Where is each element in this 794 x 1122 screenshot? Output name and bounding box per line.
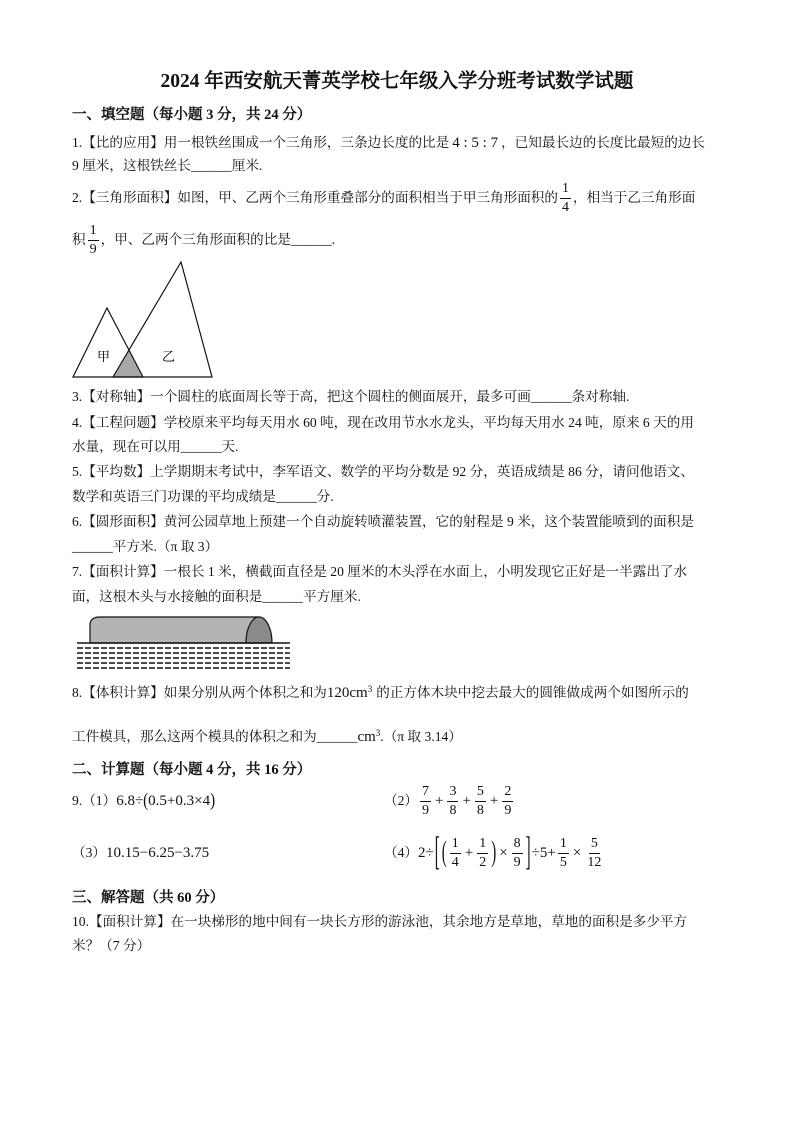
left-bracket: [: [434, 831, 440, 875]
q8-unit-text: cm: [357, 729, 376, 745]
q1-line2: 9 厘米，这根铁丝长______厘米.: [72, 158, 263, 173]
plus-operator: +: [434, 793, 444, 809]
fraction: [477, 837, 488, 870]
q9-part4-tag: （4）: [384, 845, 418, 860]
q7-line2: 面，这根木头与水接触的面积是______平方厘米.: [72, 589, 361, 604]
q8-text-a: 8.【体积计算】如果分别从两个体积之和为: [72, 685, 327, 700]
q8-text-b: 的正方体木块中挖去最大的圆锥做成两个如图所示的: [376, 685, 689, 700]
q3-line1: 3.【对称轴】一个圆柱的底面周长等于高，把这个圆柱的侧面展开，最多可画______条对称轴.: [72, 389, 630, 404]
q8-text-d: .（π 取 3.14）: [380, 729, 462, 744]
q1-text-b: ，已知最长边的长度比最短的边长: [501, 135, 705, 150]
q2-line1: [72, 180, 696, 215]
q4-line2: 水量，现在可以用______天.: [72, 439, 239, 454]
label-yi: 乙: [162, 349, 176, 364]
q8-unit-exponent: 3: [375, 728, 381, 738]
q2-text-c: 积: [72, 232, 86, 247]
fraction: [447, 785, 458, 818]
fraction-numerator: 1: [88, 224, 99, 241]
fraction-numerator: 7: [420, 785, 431, 802]
right-paren: ): [210, 791, 216, 811]
q2-text-d: ，甲、乙两个三角形面积的比是______.: [100, 232, 336, 247]
times-operator: ×: [572, 845, 582, 861]
left-paren: (: [441, 837, 447, 869]
fraction-denominator: 9: [504, 802, 512, 818]
q9-part1-inner: 0.5+0.3×4: [148, 793, 211, 809]
fraction-denominator: 8: [476, 802, 484, 818]
q9-part3-tag: （3）: [72, 845, 106, 860]
q7-line1: 7.【面积计算】一根长 1 米，横截面直径是 20 厘米的木头浮在水面上，小明发现它正好是一半露出了水: [72, 564, 688, 579]
q6-line1: 6.【圆形面积】黄河公园草地上预建一个自动旋转喷灌装置，它的射程是 9 米，这个装置能喷到的面积是: [72, 514, 694, 529]
fraction-denominator: 9: [89, 241, 97, 257]
right-paren: ): [491, 837, 497, 869]
q9-part4: [384, 831, 605, 875]
fraction-denominator: 2: [479, 854, 487, 870]
q9-part3-expression: 10.15−6.25−3.75: [105, 845, 210, 861]
fraction: [512, 837, 523, 870]
q8-unit: [357, 727, 380, 747]
times-operator: ×: [499, 845, 508, 861]
fraction: [558, 837, 569, 870]
fraction-numerator: 5: [589, 837, 600, 854]
q9-part1: [72, 791, 215, 811]
fraction-numerator: 2: [502, 785, 513, 802]
q8-line2: [72, 727, 462, 747]
plus-operator: +: [489, 793, 499, 809]
label-jia: 甲: [97, 349, 111, 364]
q2-line2: [72, 222, 336, 257]
q5-line2: 数学和英语三门功课的平均成绩是______分.: [72, 489, 334, 504]
fraction-denominator: 9: [513, 854, 521, 870]
section2-heading: 二、计算题（每小题 4 分，共 16 分）: [72, 762, 312, 778]
log-body: [90, 617, 259, 643]
fraction-denominator: 5: [559, 854, 567, 870]
fraction: [585, 837, 603, 870]
q8-text-c: 工件模具，那么这两个模具的体积之和为______: [72, 729, 358, 744]
q9-part1-lead: 6.8÷: [116, 793, 144, 809]
fraction: [475, 785, 486, 818]
q9-part2-tag: （2）: [384, 793, 418, 808]
fraction-numerator: 1: [558, 837, 569, 854]
fraction: [502, 785, 513, 818]
fraction-denominator: 8: [449, 802, 457, 818]
q1-line1: [72, 133, 705, 153]
q1-ratio: 4 : 5 : 7: [452, 135, 499, 151]
q9-part4-lead: 2÷: [417, 845, 434, 861]
fraction: [420, 785, 431, 818]
q2-triangles-figure: [70, 258, 220, 382]
fraction-numerator: 5: [475, 785, 486, 802]
q1-text-a: 1.【比的应用】用一根铁丝围成一个三角形，三条边长度的比是: [72, 135, 450, 150]
q2-text-b: ，相当于乙三角形面: [572, 190, 696, 205]
overlap-shaded-region: [113, 350, 143, 377]
fraction-numerator: 1: [477, 837, 488, 854]
left-paren: (: [143, 791, 149, 811]
q8-volume-exponent: 3: [367, 684, 373, 694]
plus-operator: +: [462, 793, 471, 809]
q9-part2: [384, 783, 515, 818]
fraction-denominator: 4: [451, 854, 459, 870]
section1-heading: 一、填空题（每小题 3 分，共 24 分）: [72, 107, 312, 123]
q8-volume-value: 120cm: [326, 685, 368, 701]
section3-heading: 三、解答题（共 60 分）: [72, 890, 225, 906]
q8-volume: [327, 683, 372, 703]
fraction-numerator: 1: [450, 837, 461, 854]
q4-line1: 4.【工程问题】学校原来平均每天用水 60 吨，现在改用节水水龙头，平均每天用水 24 吨，原来 6 天的用: [72, 415, 694, 430]
fraction-denominator: 4: [561, 199, 569, 215]
fraction-denominator: 12: [587, 854, 602, 870]
q10-line1: 10.【面积计算】在一块梯形的地中间有一块长方形的游泳池，其余地方是草地，草地的面积是多少平方: [72, 914, 688, 929]
q8-line1: [72, 683, 689, 703]
right-bracket: ]: [525, 831, 531, 875]
fraction-numerator: 8: [512, 837, 523, 854]
q9-number: 9.: [72, 793, 83, 808]
q5-line1: 5.【平均数】上学期期末考试中，李军语文、数学的平均分数是 92 分，英语成绩是 86 分，请问他语文、: [72, 464, 694, 479]
q2-fraction-one-ninth: [88, 224, 99, 257]
q6-line2: ______平方米.（π 取 3）: [72, 539, 219, 554]
q9-part1-tag: （1）: [82, 793, 117, 808]
q9-part4-middle: ÷5+: [531, 845, 556, 861]
fraction-numerator: 1: [560, 182, 571, 199]
q7-floating-log-figure: [74, 612, 296, 672]
q9-part3: [72, 843, 209, 863]
q2-text-a: 2.【三角形面积】如图，甲、乙两个三角形重叠部分的面积相当于甲三角形面积的: [72, 190, 558, 205]
fraction: [450, 837, 461, 870]
plus-operator: +: [464, 845, 474, 861]
fraction-numerator: 3: [447, 785, 458, 802]
q10-line2: 米？（7 分）: [72, 938, 151, 953]
page-title: 2024 年西安航天菁英学校七年级入学分班考试数学试题: [160, 71, 634, 92]
fraction-denominator: 9: [421, 802, 429, 818]
q2-fraction-one-quarter: [560, 182, 571, 215]
